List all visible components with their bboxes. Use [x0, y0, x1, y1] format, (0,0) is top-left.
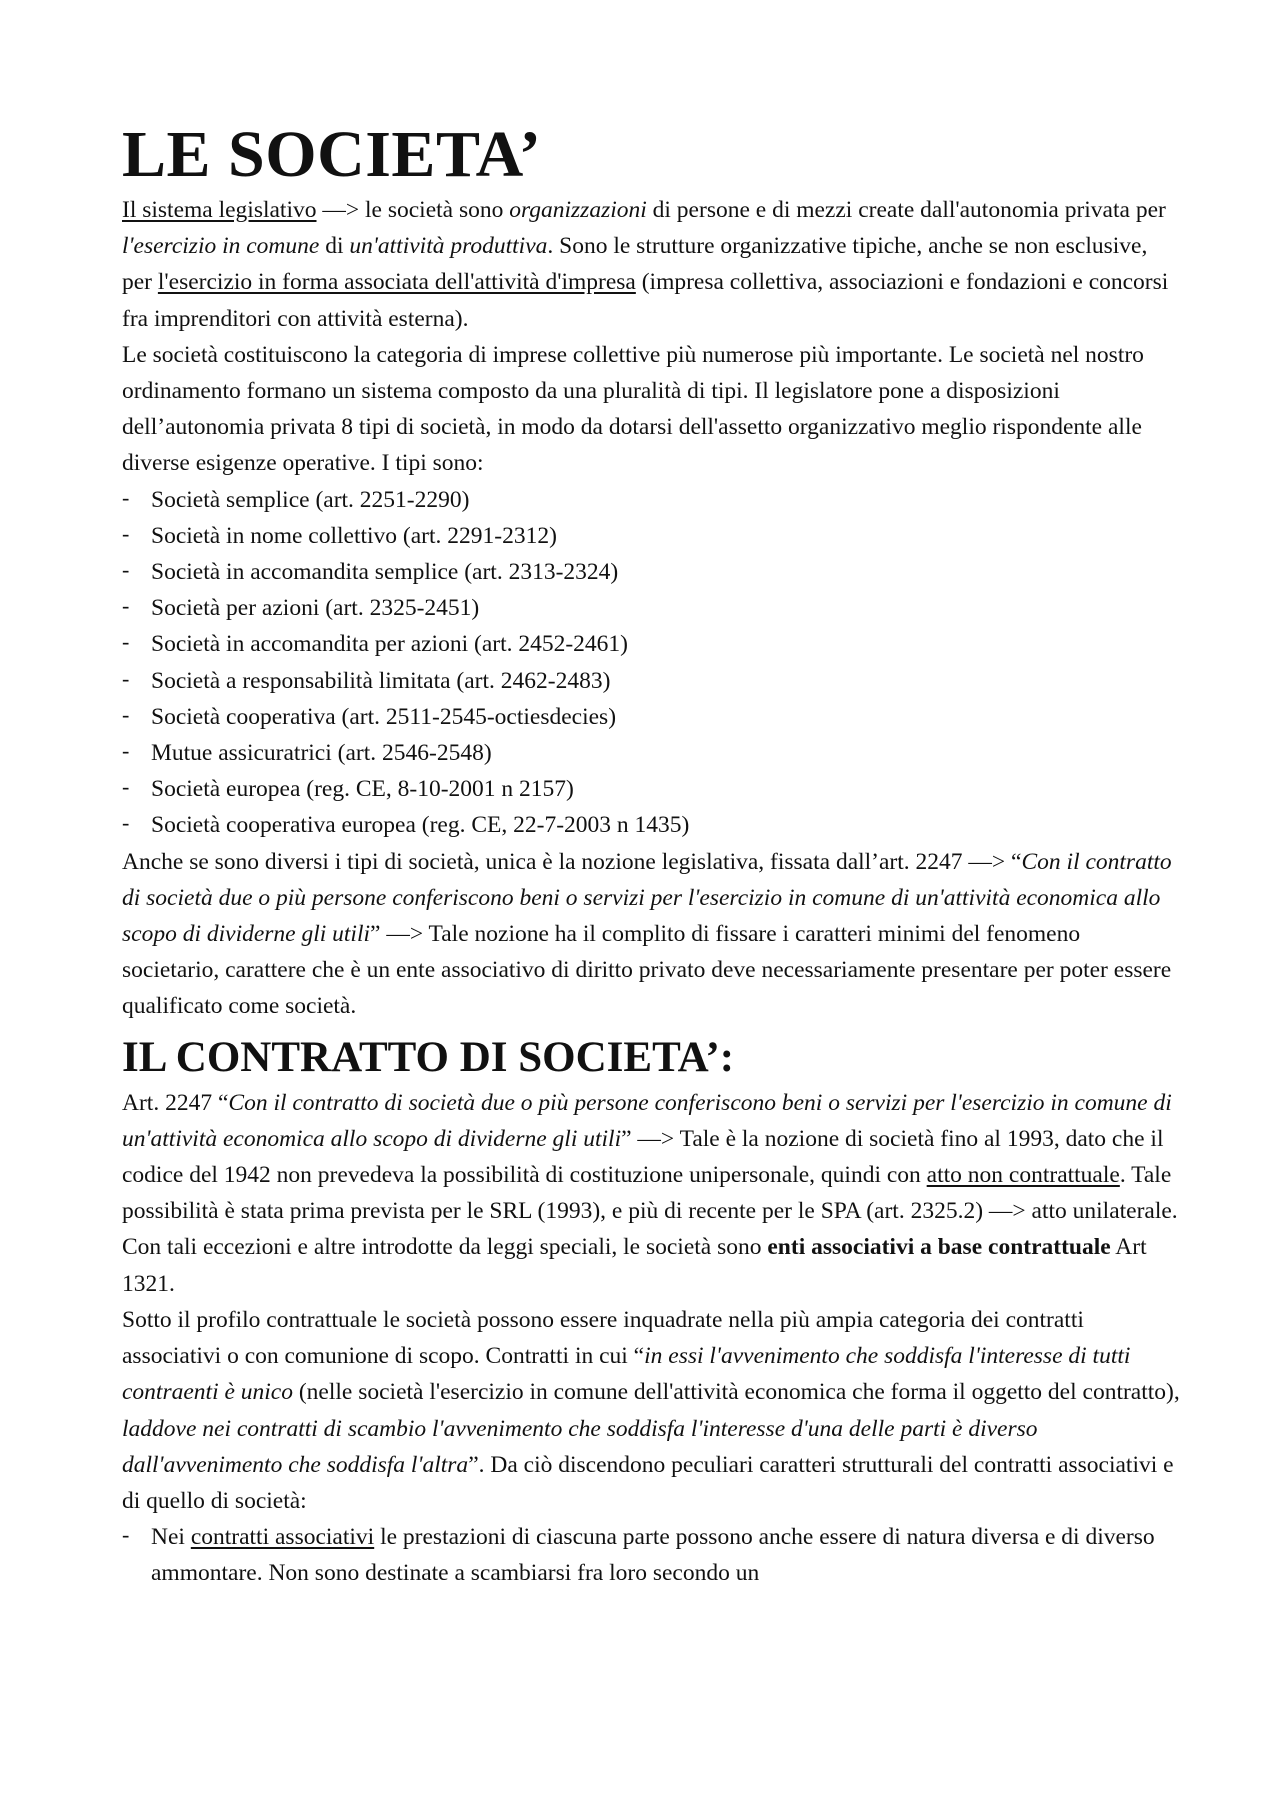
section-heading: IL CONTRATTO DI SOCIETA’: [122, 1033, 735, 1081]
list-item: - Mutue assicuratrici (art. 2546-2548) [122, 735, 1182, 771]
underlined-term: contratti associativi [190, 1524, 375, 1551]
underlined-term: l'esercizio in forma associata dell'attività d'impresa [157, 269, 636, 296]
page-title: LE SOCIETA’ [122, 118, 542, 191]
list-item: - Società europea (reg. CE, 8-10-2001 n 2157) [122, 771, 1182, 807]
contract-profile-paragraph: Sotto il profilo contrattuale le società possono essere inquadrate nella più ampia categoria dei contratti associativi o con comunione di scopo. Contratti in cui “in essi l'avvenimento che soddisfa l'interesse di tutti contraenti è unico (nelle società l'esercizio in comune dell'attività economica che forma il oggetto del contratto), laddove nei contratti di scambio l'avvenimento che soddisfa l'interesse d'una delle parti è diverso dall'avvenimento che soddisfa l'altra”. Da ciò discendono peculiari caratteri strutturali del contratti associativi e di quello di società: [122, 1306, 1180, 1514]
article-quote: Con il contratto di società due o più persone conferiscono beni o servizi per l'esercizio in comune di un'attività economica allo scopo di dividerne gli utili [122, 1089, 1172, 1152]
list-item: - Nei contratti associativi le prestazioni di ciascuna parte possono anche essere di natura diversa e di diverso ammontare. Non sono destinate a scambiarsi fra loro secondo un [122, 1519, 1182, 1591]
associative-entities-paragraph: Con tali eccezioni e altre introdotte da leggi speciali, le società sono enti associativi a base contrattuale Art 1321. [122, 1234, 1147, 1297]
list-item: - Società cooperativa (art. 2511-2545-octiesdecies) [122, 699, 1182, 735]
document-page [122, 118, 1182, 1592]
list-item: - Società in accomandita per azioni (art. 2452-2461) [122, 626, 1182, 662]
list-item: - Società a responsabilità limitata (art. 2462-2483) [122, 663, 1182, 699]
list-item: - Società per azioni (art. 2325-2451) [122, 590, 1182, 626]
intro-paragraph: Il sistema legislativo —> le società sono organizzazioni di persone e di mezzi create dall'autonomia privata per l'esercizio in comune di un'attività produttiva. Sono le strutture organizzative tipiche, anche se non esclusive, per l'esercizio in forma associata dell'attività d'impresa (impresa collettiva, associazioni e fondazioni e concorsi fra imprenditori con attività esterna). [122, 197, 1169, 332]
article-quote: Con il contratto di società due o più persone conferiscono beni o servizi per l'esercizio in comune di un'attività economica allo scopo di dividerne gli utili [122, 848, 1172, 948]
list-item: - Società semplice (art. 2251-2290) [122, 482, 1182, 518]
underlined-term: atto non contrattuale [926, 1162, 1120, 1189]
bold-term: enti associativi a base contrattuale [767, 1234, 1111, 1261]
company-types-list [122, 482, 1182, 844]
characteristics-list [122, 1519, 1182, 1591]
list-item: - Società in nome collettivo (art. 2291-2312) [122, 518, 1182, 554]
list-item: - Società cooperativa europea (reg. CE, 22-7-2003 n 1435) [122, 807, 1182, 843]
notion-paragraph: Anche se sono diversi i tipi di società, unica è la nozione legislativa, fissata dall’art. 2247 —> “Con il contratto di società due o più persone conferiscono beni o servizi per l'esercizio in comune di un'attività economica allo scopo di dividerne gli utili” —> Tale nozione ha il complito di fissare i caratteri minimi del fenomeno societario, carattere che è un ente associativo di diritto privato deve necessariamente presentare per poter essere qualificato come società. [122, 848, 1172, 1020]
list-item: - Società in accomandita semplice (art. 2313-2324) [122, 554, 1182, 590]
contract-paragraph: Art. 2247 “Con il contratto di società due o più persone conferiscono beni o servizi per l'esercizio in comune di un'attività economica allo scopo di dividerne gli utili” —> Tale è la nozione di società fino al 1993, dato che il codice del 1942 non prevedeva la possibilità di costituzione unipersonale, quindi con atto non contrattuale. Tale possibilità è stata prima prevista per le SRL (1993), e più di recente per le SPA (art. 2325.2) —> atto unilaterale. [122, 1089, 1178, 1225]
types-intro-paragraph: Le società costituiscono la categoria di imprese collettive più numerose più importante. Le società nel nostro ordinamento formano un sistema composto da una pluralità di tipi. Il legislatore pone a disposizioni dell’autonomia privata 8 tipi di società, in modo da dotarsi dell'assetto organizzativo meglio rispondente alle diverse esigenze operative. I tipi sono: [122, 341, 1144, 477]
underlined-term: Il sistema legislativo [122, 197, 317, 223]
